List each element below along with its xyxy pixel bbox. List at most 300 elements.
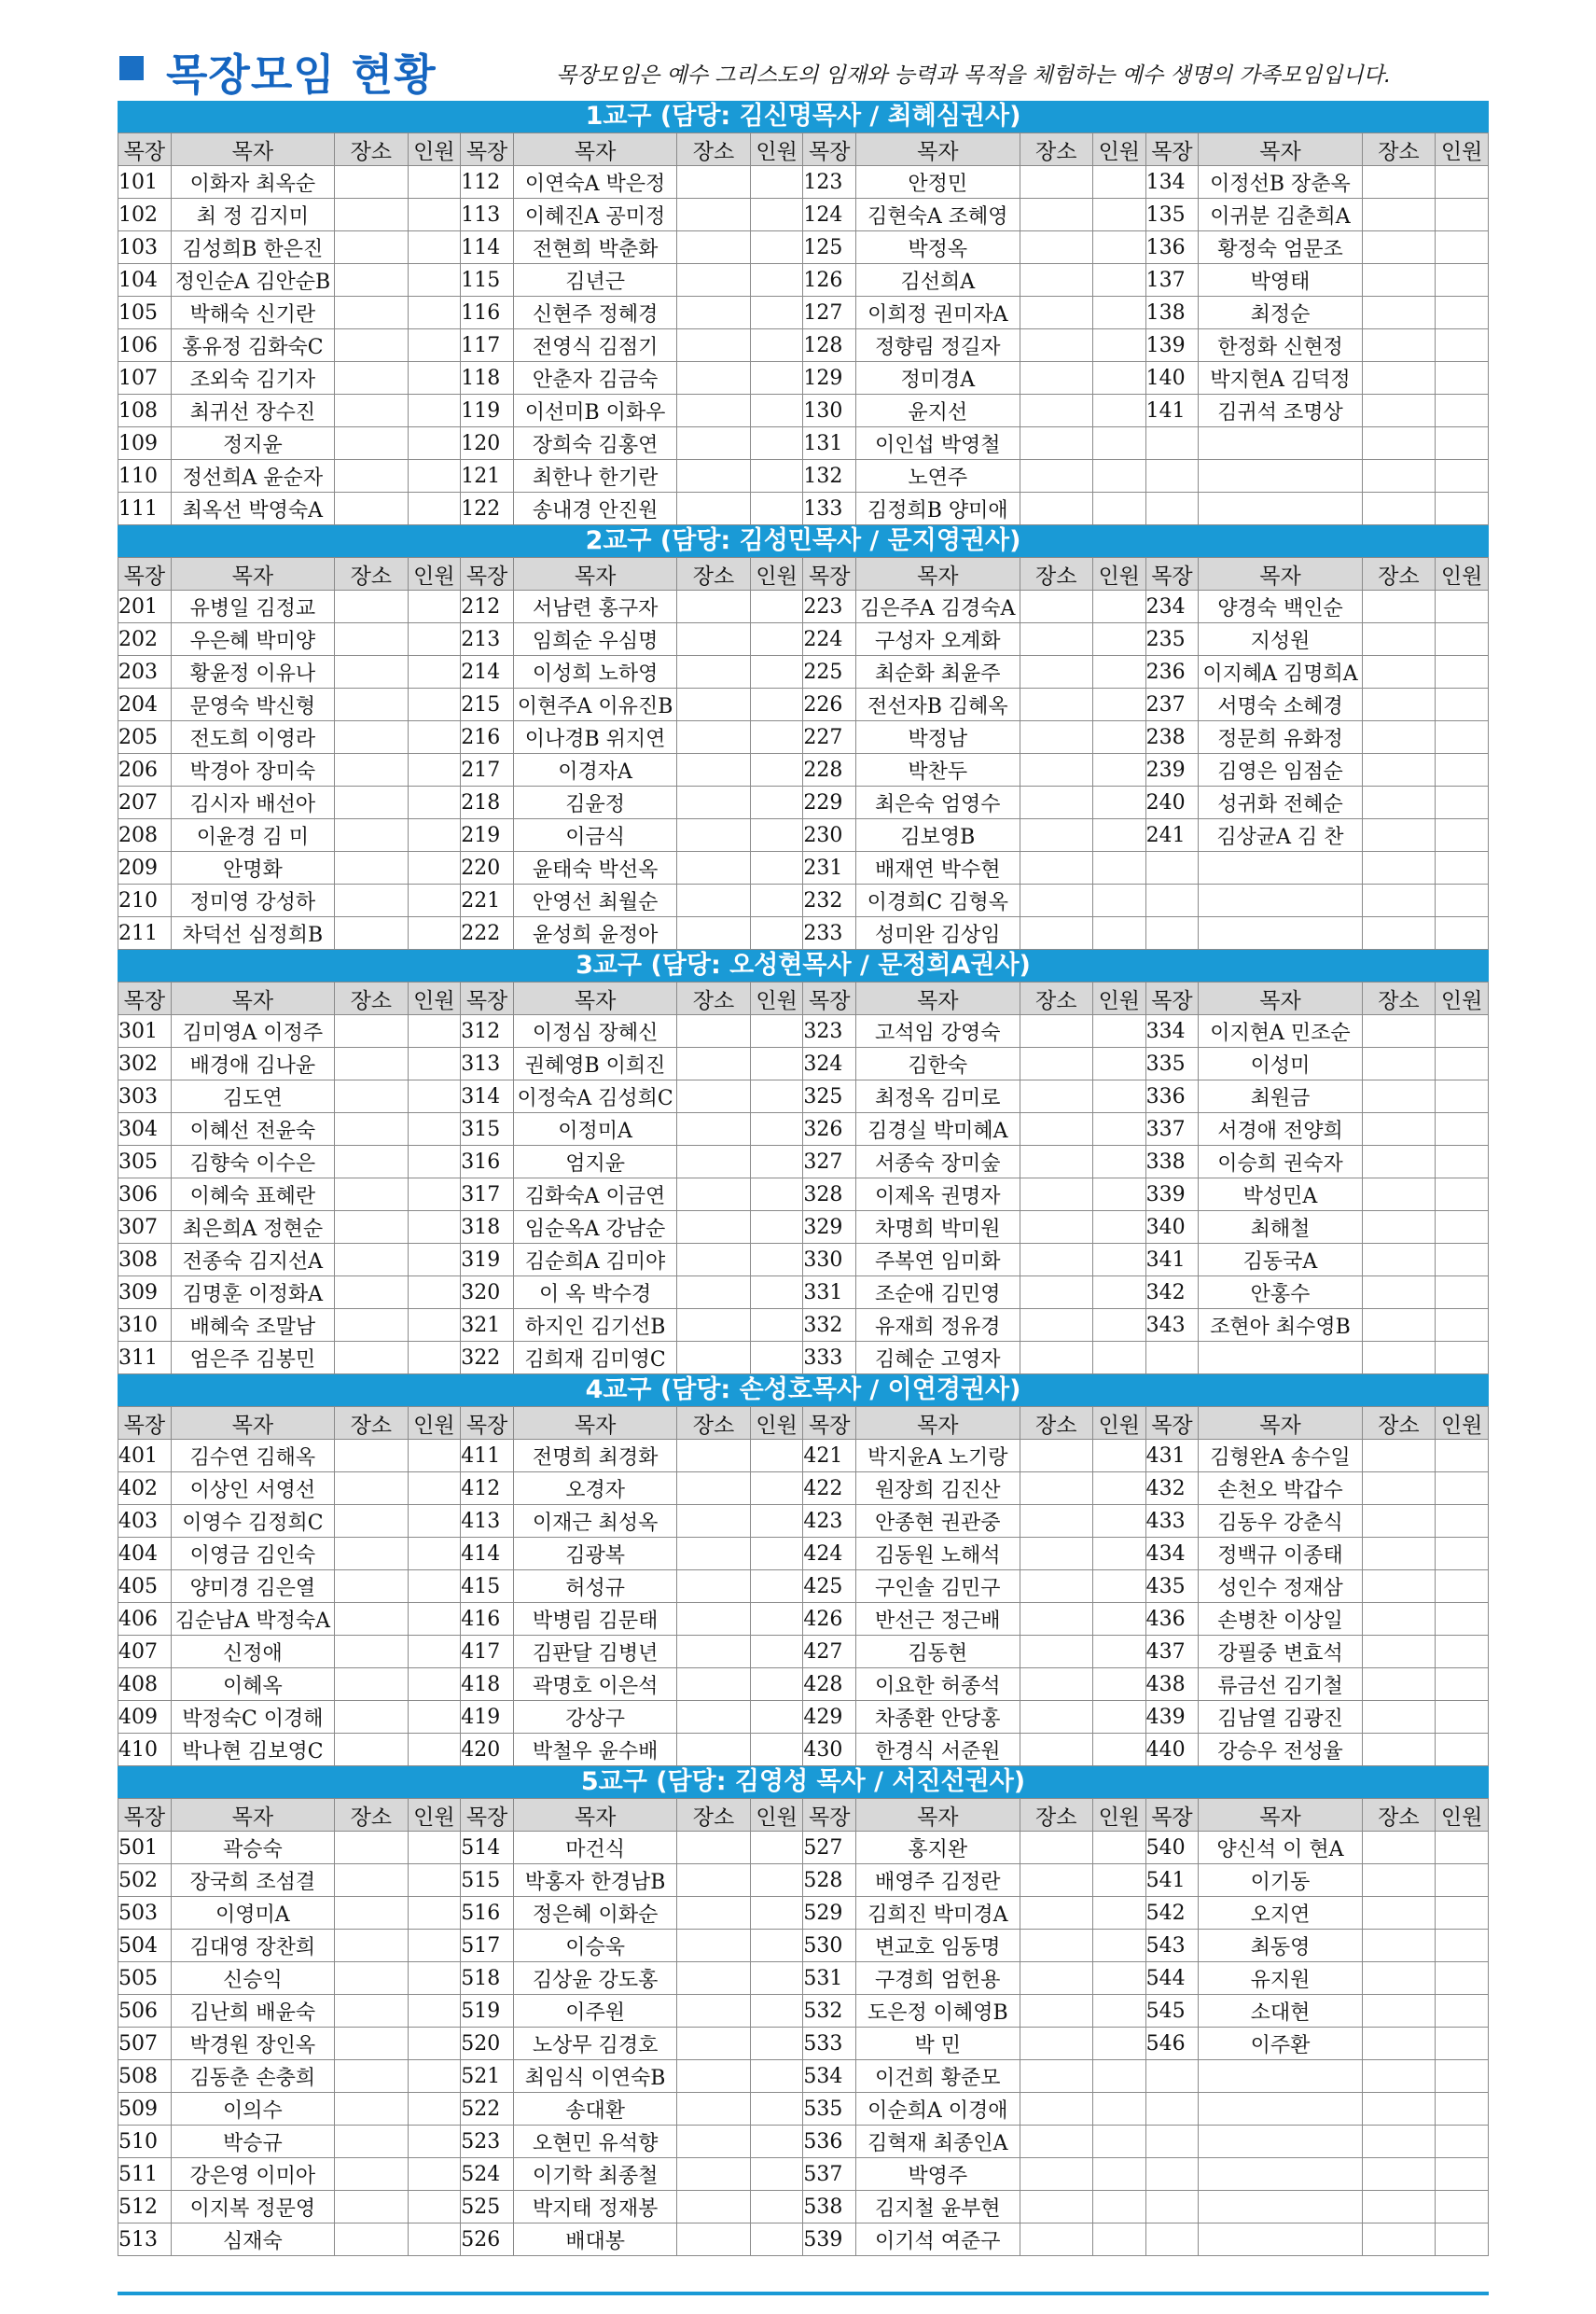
leader-names: 양경숙 백인순 bbox=[1199, 591, 1362, 623]
place-cell bbox=[1362, 917, 1435, 950]
group-number: 325 bbox=[803, 1080, 856, 1113]
place-cell bbox=[677, 623, 750, 656]
leader-names: 원장희 김진산 bbox=[856, 1472, 1020, 1505]
group-number: 338 bbox=[1145, 1146, 1199, 1178]
place-cell bbox=[677, 1178, 750, 1211]
place-cell bbox=[335, 1080, 408, 1113]
place-cell bbox=[1362, 166, 1435, 199]
group-number: 534 bbox=[803, 2060, 856, 2093]
count-cell bbox=[750, 1342, 803, 1374]
leader-names: 양신석 이 현A bbox=[1199, 1832, 1362, 1864]
group-number: 409 bbox=[118, 1701, 172, 1734]
column-header: 장소 bbox=[1362, 558, 1435, 591]
place-cell bbox=[1362, 362, 1435, 395]
group-number: 544 bbox=[1145, 1962, 1199, 1995]
place-cell bbox=[1362, 2223, 1435, 2256]
group-number: 334 bbox=[1145, 1015, 1199, 1048]
count-cell bbox=[1436, 1048, 1489, 1080]
leader-names: 한경식 서준원 bbox=[856, 1734, 1020, 1766]
count-cell bbox=[1092, 787, 1145, 819]
place-cell bbox=[1362, 656, 1435, 689]
count-cell bbox=[750, 1309, 803, 1342]
count-cell bbox=[750, 1701, 803, 1734]
place-cell bbox=[1020, 166, 1092, 199]
leader-names: 변교호 임동명 bbox=[856, 1930, 1020, 1962]
group-number: 126 bbox=[803, 264, 856, 297]
place-cell bbox=[677, 2060, 750, 2093]
table-row bbox=[118, 395, 1489, 427]
group-number: 546 bbox=[1145, 2028, 1199, 2060]
place-cell bbox=[1020, 1080, 1092, 1113]
place-cell bbox=[1362, 2060, 1435, 2093]
count-cell bbox=[408, 885, 461, 917]
leader-names: 이승희 권숙자 bbox=[1199, 1146, 1362, 1178]
group-number: 205 bbox=[118, 721, 172, 754]
place-cell bbox=[1020, 1244, 1092, 1276]
leader-names bbox=[1199, 2158, 1362, 2191]
leader-names: 주복연 임미화 bbox=[856, 1244, 1020, 1276]
count-cell bbox=[1436, 1472, 1489, 1505]
table-row bbox=[118, 917, 1489, 950]
leader-names: 최옥선 박영숙A bbox=[171, 493, 334, 525]
place-cell bbox=[1020, 591, 1092, 623]
leader-names: 차명희 박미원 bbox=[856, 1211, 1020, 1244]
place-cell bbox=[335, 297, 408, 329]
count-cell bbox=[1092, 1505, 1145, 1538]
leader-names: 이상인 서영선 bbox=[171, 1472, 334, 1505]
count-cell bbox=[1436, 1440, 1489, 1472]
count-cell bbox=[1092, 493, 1145, 525]
leader-names: 김영은 임점순 bbox=[1199, 754, 1362, 787]
group-number: 326 bbox=[803, 1113, 856, 1146]
leader-names: 이의수 bbox=[171, 2093, 334, 2126]
count-cell bbox=[1436, 1734, 1489, 1766]
column-header: 인원 bbox=[750, 133, 803, 166]
place-cell bbox=[335, 852, 408, 885]
group-number: 513 bbox=[118, 2223, 172, 2256]
column-header: 목장 bbox=[461, 983, 514, 1015]
group-number: 137 bbox=[1145, 264, 1199, 297]
column-header: 목자 bbox=[171, 983, 334, 1015]
count-cell bbox=[408, 231, 461, 264]
table-row bbox=[118, 2191, 1489, 2223]
count-cell bbox=[1092, 1211, 1145, 1244]
place-cell bbox=[1020, 2093, 1092, 2126]
column-header: 인원 bbox=[1436, 1407, 1489, 1440]
place-cell bbox=[677, 1734, 750, 1766]
place-cell bbox=[335, 199, 408, 231]
group-number: 521 bbox=[461, 2060, 514, 2093]
table-row bbox=[118, 1472, 1489, 1505]
count-cell bbox=[750, 362, 803, 395]
leader-names: 조현아 최수영B bbox=[1199, 1309, 1362, 1342]
count-cell bbox=[750, 1505, 803, 1538]
column-header: 목장 bbox=[1145, 1407, 1199, 1440]
count-cell bbox=[408, 1930, 461, 1962]
count-cell bbox=[750, 231, 803, 264]
leader-names: 김성희B 한은진 bbox=[171, 231, 334, 264]
group-number: 439 bbox=[1145, 1701, 1199, 1734]
count-cell bbox=[1436, 2028, 1489, 2060]
column-header: 목자 bbox=[1199, 1407, 1362, 1440]
place-cell bbox=[1362, 329, 1435, 362]
count-cell bbox=[1436, 1962, 1489, 1995]
group-number: 237 bbox=[1145, 689, 1199, 721]
place-cell bbox=[335, 231, 408, 264]
group-number: 104 bbox=[118, 264, 172, 297]
place-cell bbox=[677, 1701, 750, 1734]
place-cell bbox=[1020, 1832, 1092, 1864]
group-number: 421 bbox=[803, 1440, 856, 1472]
group-number: 306 bbox=[118, 1178, 172, 1211]
place-cell bbox=[677, 493, 750, 525]
leader-names: 최귀선 장수진 bbox=[171, 395, 334, 427]
count-cell bbox=[750, 297, 803, 329]
table-row bbox=[118, 623, 1489, 656]
group-number: 310 bbox=[118, 1309, 172, 1342]
leader-names: 이정미A bbox=[513, 1113, 676, 1146]
place-cell bbox=[1362, 1897, 1435, 1930]
table-row bbox=[118, 460, 1489, 493]
group-number: 328 bbox=[803, 1178, 856, 1211]
group-number: 432 bbox=[1145, 1472, 1199, 1505]
leader-names: 강은영 이미아 bbox=[171, 2158, 334, 2191]
count-cell bbox=[1436, 460, 1489, 493]
column-header: 장소 bbox=[677, 558, 750, 591]
table-header-row bbox=[118, 983, 1489, 1015]
group-number: 526 bbox=[461, 2223, 514, 2256]
column-header: 목장 bbox=[1145, 133, 1199, 166]
count-cell bbox=[1436, 1832, 1489, 1864]
count-cell bbox=[1092, 1113, 1145, 1146]
district-banner: 1교구 (담당: 김신명목사 / 최혜심권사) bbox=[118, 101, 1489, 132]
group-number: 135 bbox=[1145, 199, 1199, 231]
column-header: 장소 bbox=[1020, 558, 1092, 591]
group-number: 430 bbox=[803, 1734, 856, 1766]
group-number: 417 bbox=[461, 1636, 514, 1668]
group-number: 423 bbox=[803, 1505, 856, 1538]
count-cell bbox=[1436, 1276, 1489, 1309]
place-cell bbox=[335, 1930, 408, 1962]
bottom-rule bbox=[118, 2292, 1489, 2295]
table-row bbox=[118, 1538, 1489, 1570]
column-header: 목장 bbox=[1145, 558, 1199, 591]
count-cell bbox=[408, 1015, 461, 1048]
count-cell bbox=[408, 2158, 461, 2191]
count-cell bbox=[750, 1048, 803, 1080]
place-cell bbox=[1020, 362, 1092, 395]
group-table bbox=[118, 982, 1489, 1374]
place-cell bbox=[1362, 1276, 1435, 1309]
count-cell bbox=[750, 264, 803, 297]
group-number: 113 bbox=[461, 199, 514, 231]
leader-names: 이정선B 장춘옥 bbox=[1199, 166, 1362, 199]
table-row bbox=[118, 754, 1489, 787]
leader-names: 윤성희 윤정아 bbox=[513, 917, 676, 950]
group-number: 101 bbox=[118, 166, 172, 199]
count-cell bbox=[1092, 1342, 1145, 1374]
group-number bbox=[1145, 917, 1199, 950]
leader-names: 이주환 bbox=[1199, 2028, 1362, 2060]
column-header: 목자 bbox=[856, 1407, 1020, 1440]
count-cell bbox=[408, 362, 461, 395]
leader-names: 손병찬 이상일 bbox=[1199, 1603, 1362, 1636]
leader-names: 고석임 강영숙 bbox=[856, 1015, 1020, 1048]
count-cell bbox=[1092, 199, 1145, 231]
place-cell bbox=[1020, 656, 1092, 689]
count-cell bbox=[1092, 1570, 1145, 1603]
group-number: 541 bbox=[1145, 1864, 1199, 1897]
column-header: 인원 bbox=[1436, 1799, 1489, 1832]
group-number: 122 bbox=[461, 493, 514, 525]
place-cell bbox=[1020, 1962, 1092, 1995]
group-number: 531 bbox=[803, 1962, 856, 1995]
group-number: 435 bbox=[1145, 1570, 1199, 1603]
leader-names: 김남열 김광진 bbox=[1199, 1701, 1362, 1734]
table-row bbox=[118, 1734, 1489, 1766]
count-cell bbox=[1092, 1832, 1145, 1864]
table-row bbox=[118, 166, 1489, 199]
leader-names: 이영미A bbox=[171, 1897, 334, 1930]
count-cell bbox=[750, 885, 803, 917]
leader-names: 송대환 bbox=[513, 2093, 676, 2126]
group-number: 321 bbox=[461, 1309, 514, 1342]
leader-names: 김현숙A 조혜영 bbox=[856, 199, 1020, 231]
group-number: 440 bbox=[1145, 1734, 1199, 1766]
place-cell bbox=[677, 1276, 750, 1309]
place-cell bbox=[335, 460, 408, 493]
count-cell bbox=[1092, 1309, 1145, 1342]
table-row bbox=[118, 787, 1489, 819]
group-number: 542 bbox=[1145, 1897, 1199, 1930]
column-header: 목장 bbox=[118, 558, 172, 591]
count-cell bbox=[1092, 1668, 1145, 1701]
leader-names: 김년근 bbox=[513, 264, 676, 297]
count-cell bbox=[750, 1734, 803, 1766]
place-cell bbox=[677, 166, 750, 199]
leader-names: 박나현 김보영C bbox=[171, 1734, 334, 1766]
table-row bbox=[118, 1570, 1489, 1603]
column-header: 인원 bbox=[1436, 133, 1489, 166]
group-number: 115 bbox=[461, 264, 514, 297]
table-row bbox=[118, 2028, 1489, 2060]
group-number: 332 bbox=[803, 1309, 856, 1342]
group-number: 220 bbox=[461, 852, 514, 885]
district-banner: 3교구 (담당: 오성현목사 / 문정희A권사) bbox=[118, 950, 1489, 982]
table-row bbox=[118, 1701, 1489, 1734]
count-cell bbox=[408, 460, 461, 493]
count-cell bbox=[408, 1636, 461, 1668]
column-header: 장소 bbox=[335, 558, 408, 591]
group-number: 422 bbox=[803, 1472, 856, 1505]
count-cell bbox=[750, 1211, 803, 1244]
group-number: 507 bbox=[118, 2028, 172, 2060]
count-cell bbox=[408, 721, 461, 754]
group-number bbox=[1145, 460, 1199, 493]
leader-names: 이성희 노하영 bbox=[513, 656, 676, 689]
group-number: 337 bbox=[1145, 1113, 1199, 1146]
column-header: 인원 bbox=[750, 1407, 803, 1440]
leader-names: 최해철 bbox=[1199, 1211, 1362, 1244]
place-cell bbox=[1020, 787, 1092, 819]
place-cell bbox=[335, 2060, 408, 2093]
leader-names: 김순남A 박정숙A bbox=[171, 1603, 334, 1636]
leader-names: 권혜영B 이희진 bbox=[513, 1048, 676, 1080]
leader-names: 박성민A bbox=[1199, 1178, 1362, 1211]
count-cell bbox=[408, 1080, 461, 1113]
group-number bbox=[1145, 852, 1199, 885]
leader-names: 이기학 최종철 bbox=[513, 2158, 676, 2191]
place-cell bbox=[677, 917, 750, 950]
group-number: 530 bbox=[803, 1930, 856, 1962]
leader-names: 박해숙 신기란 bbox=[171, 297, 334, 329]
place-cell bbox=[1362, 2028, 1435, 2060]
group-number: 305 bbox=[118, 1146, 172, 1178]
place-cell bbox=[1362, 1211, 1435, 1244]
place-cell bbox=[1020, 1995, 1092, 2028]
leader-names: 박영태 bbox=[1199, 264, 1362, 297]
column-header: 목자 bbox=[856, 1799, 1020, 1832]
place-cell bbox=[335, 689, 408, 721]
count-cell bbox=[408, 329, 461, 362]
leader-names: 김동현 bbox=[856, 1636, 1020, 1668]
count-cell bbox=[1436, 623, 1489, 656]
leader-names: 배영주 김정란 bbox=[856, 1864, 1020, 1897]
place-cell bbox=[1362, 721, 1435, 754]
group-number: 241 bbox=[1145, 819, 1199, 852]
place-cell bbox=[1020, 852, 1092, 885]
column-header: 목자 bbox=[513, 983, 676, 1015]
group-number: 405 bbox=[118, 1570, 172, 1603]
group-number: 128 bbox=[803, 329, 856, 362]
place-cell bbox=[1362, 754, 1435, 787]
table-row bbox=[118, 1864, 1489, 1897]
leader-names: 서경애 전양희 bbox=[1199, 1113, 1362, 1146]
column-header: 목자 bbox=[513, 133, 676, 166]
leader-names: 배재연 박수현 bbox=[856, 852, 1020, 885]
leader-names: 송내경 안진원 bbox=[513, 493, 676, 525]
place-cell bbox=[335, 166, 408, 199]
table-row bbox=[118, 1211, 1489, 1244]
group-number: 335 bbox=[1145, 1048, 1199, 1080]
group-number: 429 bbox=[803, 1701, 856, 1734]
place-cell bbox=[1020, 721, 1092, 754]
table-row bbox=[118, 885, 1489, 917]
count-cell bbox=[1436, 427, 1489, 460]
count-cell bbox=[750, 1668, 803, 1701]
leader-names: 이제옥 권명자 bbox=[856, 1178, 1020, 1211]
leader-names: 이화자 최옥순 bbox=[171, 166, 334, 199]
count-cell bbox=[408, 427, 461, 460]
count-cell bbox=[750, 819, 803, 852]
leader-names: 이기석 여준구 bbox=[856, 2223, 1020, 2256]
group-number: 406 bbox=[118, 1603, 172, 1636]
place-cell bbox=[1020, 2028, 1092, 2060]
count-cell bbox=[408, 656, 461, 689]
group-number: 316 bbox=[461, 1146, 514, 1178]
count-cell bbox=[750, 460, 803, 493]
leader-names: 이지현A 민조순 bbox=[1199, 1015, 1362, 1048]
leader-names: 황윤정 이유나 bbox=[171, 656, 334, 689]
leader-names: 이경희C 김형옥 bbox=[856, 885, 1020, 917]
group-number: 201 bbox=[118, 591, 172, 623]
table-row bbox=[118, 329, 1489, 362]
leader-names: 유지원 bbox=[1199, 1962, 1362, 1995]
leader-names: 김혜순 고영자 bbox=[856, 1342, 1020, 1374]
leader-names bbox=[1199, 852, 1362, 885]
group-number: 103 bbox=[118, 231, 172, 264]
place-cell bbox=[335, 395, 408, 427]
leader-names: 김혁재 최종인A bbox=[856, 2126, 1020, 2158]
group-number: 401 bbox=[118, 1440, 172, 1472]
column-header: 장소 bbox=[1020, 133, 1092, 166]
leader-names: 김대영 장찬희 bbox=[171, 1930, 334, 1962]
table-row bbox=[118, 1832, 1489, 1864]
leader-names: 이기동 bbox=[1199, 1864, 1362, 1897]
leader-names bbox=[1199, 460, 1362, 493]
group-number: 322 bbox=[461, 1342, 514, 1374]
place-cell bbox=[677, 1603, 750, 1636]
district-section bbox=[118, 1374, 1489, 1766]
count-cell bbox=[750, 1832, 803, 1864]
group-number: 136 bbox=[1145, 231, 1199, 264]
leader-names: 양미경 김은열 bbox=[171, 1570, 334, 1603]
group-number: 438 bbox=[1145, 1668, 1199, 1701]
page-header bbox=[118, 43, 1489, 100]
place-cell bbox=[1020, 1276, 1092, 1309]
leader-names: 김선희A bbox=[856, 264, 1020, 297]
group-number: 206 bbox=[118, 754, 172, 787]
group-number: 315 bbox=[461, 1113, 514, 1146]
table-row bbox=[118, 427, 1489, 460]
count-cell bbox=[750, 591, 803, 623]
place-cell bbox=[1020, 917, 1092, 950]
place-cell bbox=[335, 2158, 408, 2191]
count-cell bbox=[1436, 1211, 1489, 1244]
table-row bbox=[118, 1276, 1489, 1309]
count-cell bbox=[408, 395, 461, 427]
count-cell bbox=[1436, 885, 1489, 917]
group-number: 234 bbox=[1145, 591, 1199, 623]
count-cell bbox=[1436, 1080, 1489, 1113]
place-cell bbox=[677, 2191, 750, 2223]
group-number: 214 bbox=[461, 656, 514, 689]
place-cell bbox=[677, 591, 750, 623]
table-row bbox=[118, 493, 1489, 525]
leader-names: 이혜숙 표혜란 bbox=[171, 1178, 334, 1211]
place-cell bbox=[1020, 329, 1092, 362]
count-cell bbox=[408, 1472, 461, 1505]
leader-names: 구경희 엄헌용 bbox=[856, 1962, 1020, 1995]
place-cell bbox=[1362, 2093, 1435, 2126]
leader-names: 박정숙C 이경해 bbox=[171, 1701, 334, 1734]
place-cell bbox=[677, 1636, 750, 1668]
place-cell bbox=[1020, 1342, 1092, 1374]
leader-names: 박철우 윤수배 bbox=[513, 1734, 676, 1766]
count-cell bbox=[1092, 1178, 1145, 1211]
group-number: 512 bbox=[118, 2191, 172, 2223]
place-cell bbox=[1020, 2126, 1092, 2158]
table-row bbox=[118, 1015, 1489, 1048]
count-cell bbox=[1092, 1636, 1145, 1668]
count-cell bbox=[750, 1570, 803, 1603]
column-header: 인원 bbox=[408, 1799, 461, 1832]
place-cell bbox=[677, 1995, 750, 2028]
group-number: 538 bbox=[803, 2191, 856, 2223]
group-number: 227 bbox=[803, 721, 856, 754]
table-row bbox=[118, 591, 1489, 623]
count-cell bbox=[408, 1538, 461, 1570]
